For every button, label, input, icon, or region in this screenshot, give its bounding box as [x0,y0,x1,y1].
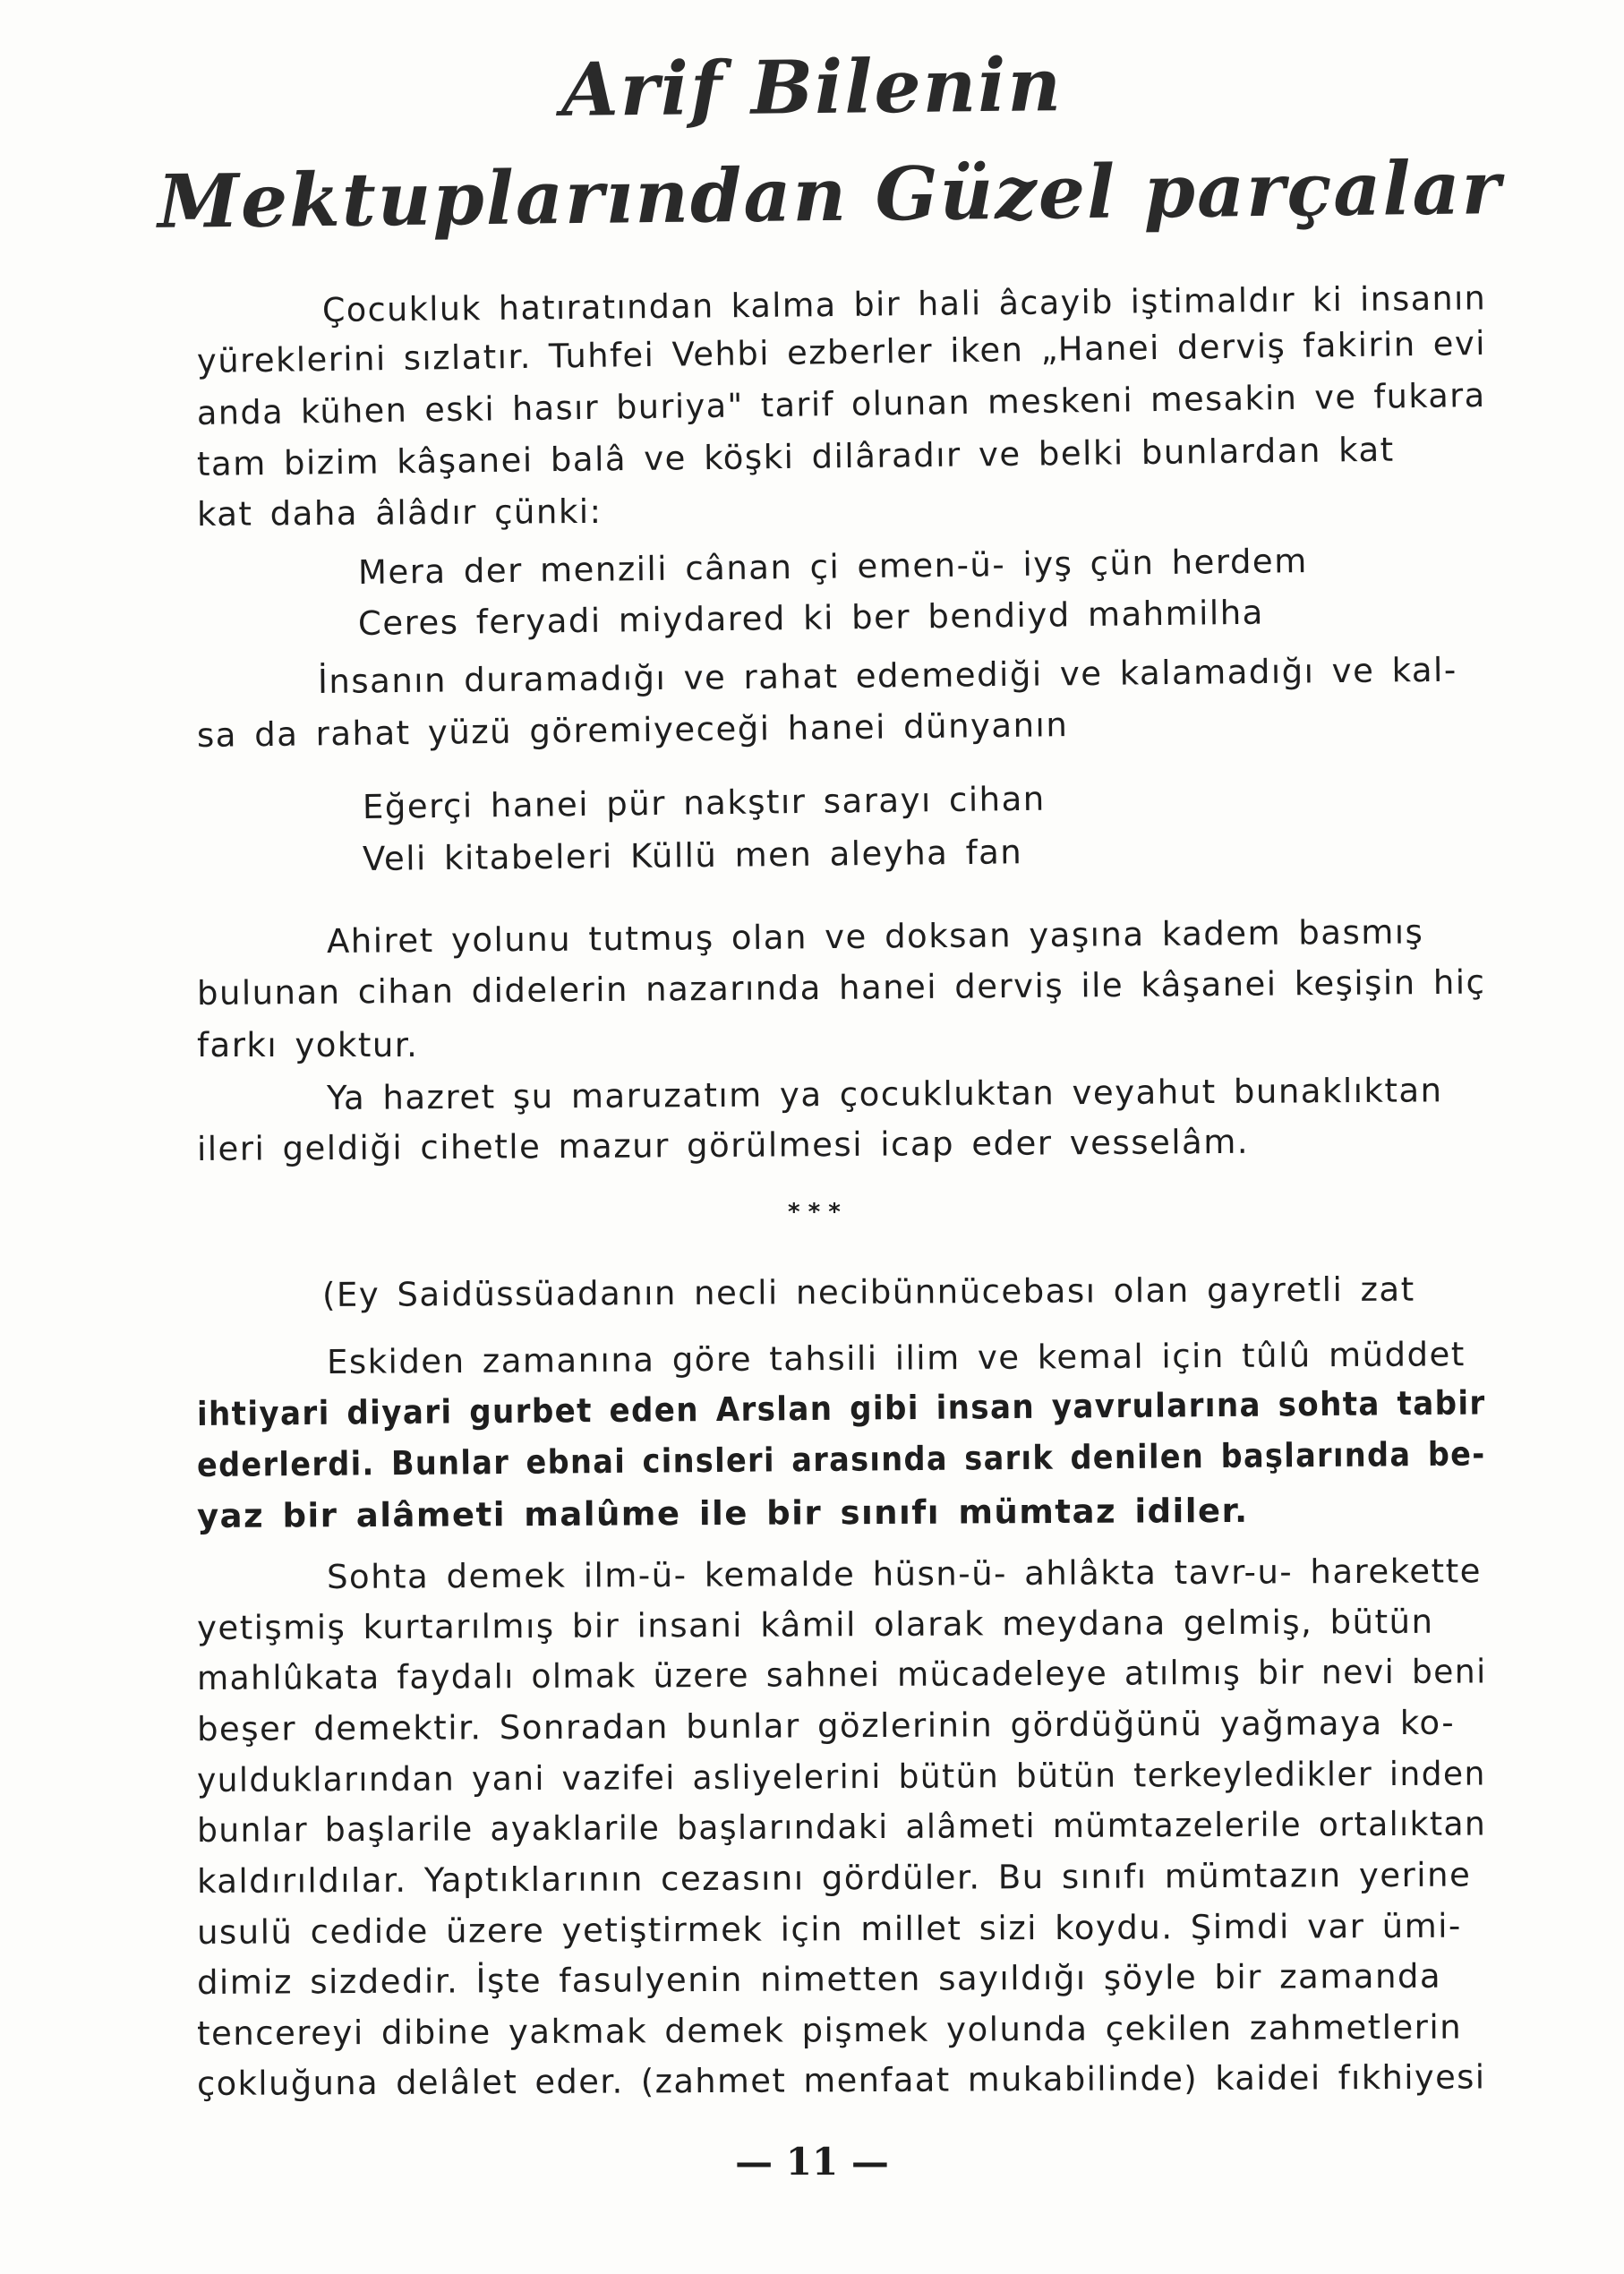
text-line: yetişmiş kurtarılmış bir insani kâmil olarak meydana gelmiş, bütün [196,1602,1434,1647]
page-number: — 11 — [735,2140,889,2184]
text-line: Ahiret yolunu tutmuş olan ve doksan yaşına kadem basmış [326,912,1424,961]
text-line: Sohta demek ilm-ü- kemalde hüsn-ü- ahlâkta tavr-u- harekette [326,1552,1483,1596]
text-line: usulü cedide üzere yetiştirmek için millet sizi koydu. Şimdi var ümi- [196,1906,1462,1952]
text-line: beşer demektir. Sonradan bunlar gözlerinin gördüğünü yağmaya ko- [196,1703,1456,1748]
text-line: Çocukluk hatıratından kalma bir hali âcayib iştimaldır ki insanın [321,278,1487,329]
text-line: tam bizim kâşanei balâ ve köşki dilâradır ve belki bunlardan kat [196,430,1395,483]
text-line: yulduklarından yani vazifei asliyelerini bütün bütün terkeyledikler inden [196,1754,1486,1800]
text-line: çokluğuna delâlet eder. (zahmet menfaat mukabilinde) kaidei fıkhiyesi [196,2057,1486,2103]
text-line: kat daha âlâdır çünki: [196,492,603,534]
text-line: yaz bir alâmeti malûme ile bir sınıfı mümtaz idiler. [196,1491,1249,1535]
text-line: İnsanın duramadığı ve rahat edemediği ve kalamadığı ve kal- [317,650,1457,701]
text-line: bulunan cihan didelerin nazarında hanei derviş ile kâşanei keşişin hiç [196,962,1486,1013]
text-line: (Ey Saidüssüadanın necli necibünnücebası olan gayretli zat [321,1270,1415,1314]
text-line: dimiz sizdedir. İşte fasulyenin nimetten sayıldığı şöyle bir zamanda [196,1956,1442,2002]
text-line: farkı yoktur. [197,1026,419,1064]
section-separator: * * * [788,1199,841,1226]
verse-line: Mera der menzili cânan çi emen-ü- iyş çün herdem [357,542,1308,592]
text-line: Ya hazret şu maruzatım ya çocukluktan veyahut bunaklıktan [326,1071,1443,1117]
text-line: tencereyi dibine yakmak demek pişmek yolunda çekilen zahmetlerin [196,2007,1463,2053]
text-line: sa da rahat yüzü göremiyeceği hanei dünyanın [196,705,1069,755]
verse-line: Ceres feryadi miydared ki ber bendiyd mahmilha [357,593,1265,643]
verse-line: Eğerçi hanei pür nakştır sarayı cihan [362,779,1046,826]
text-line: kaldırıldılar. Yaptıklarının cezasını gördüler. Bu sınıfı mümtazın yerine [196,1855,1472,1901]
text-line: ihtiyari diyari gurbet eden Arslan gibi insan yavrularına sohta tabir [196,1383,1486,1433]
text-line: ederlerdi. Bunlar ebnai cinsleri arasında sarık denilen başlarında be- [196,1434,1486,1484]
text-line: mahlûkata faydalı olmak üzere sahnei mücadeleye atılmış bir nevi beni [196,1652,1487,1697]
title-line-1: Arif Bilenin [560,42,1064,133]
text-line: Eskiden zamanına göre tahsili ilim ve kemal için tûlû müddet [326,1335,1466,1381]
text-line: yüreklerini sızlatır. Tuhfei Vehbi ezberler iken „Hanei derviş fakirin evi [196,323,1487,380]
text-line: ileri geldiği cihetle mazur görülmesi icap eder vesselâm. [196,1122,1250,1168]
title-line-2: Mektuplarından Güzel parçalar [157,145,1503,245]
text-line: anda kühen eski hasır buriya" tarif olunan meskeni mesakin ve fukara [196,375,1486,432]
text-line: bunlar başlarile ayaklarile başlarındaki alâmeti mümtazelerile ortalıktan [196,1804,1487,1850]
verse-line: Veli kitabeleri Küllü men aleyha fan [362,833,1023,878]
